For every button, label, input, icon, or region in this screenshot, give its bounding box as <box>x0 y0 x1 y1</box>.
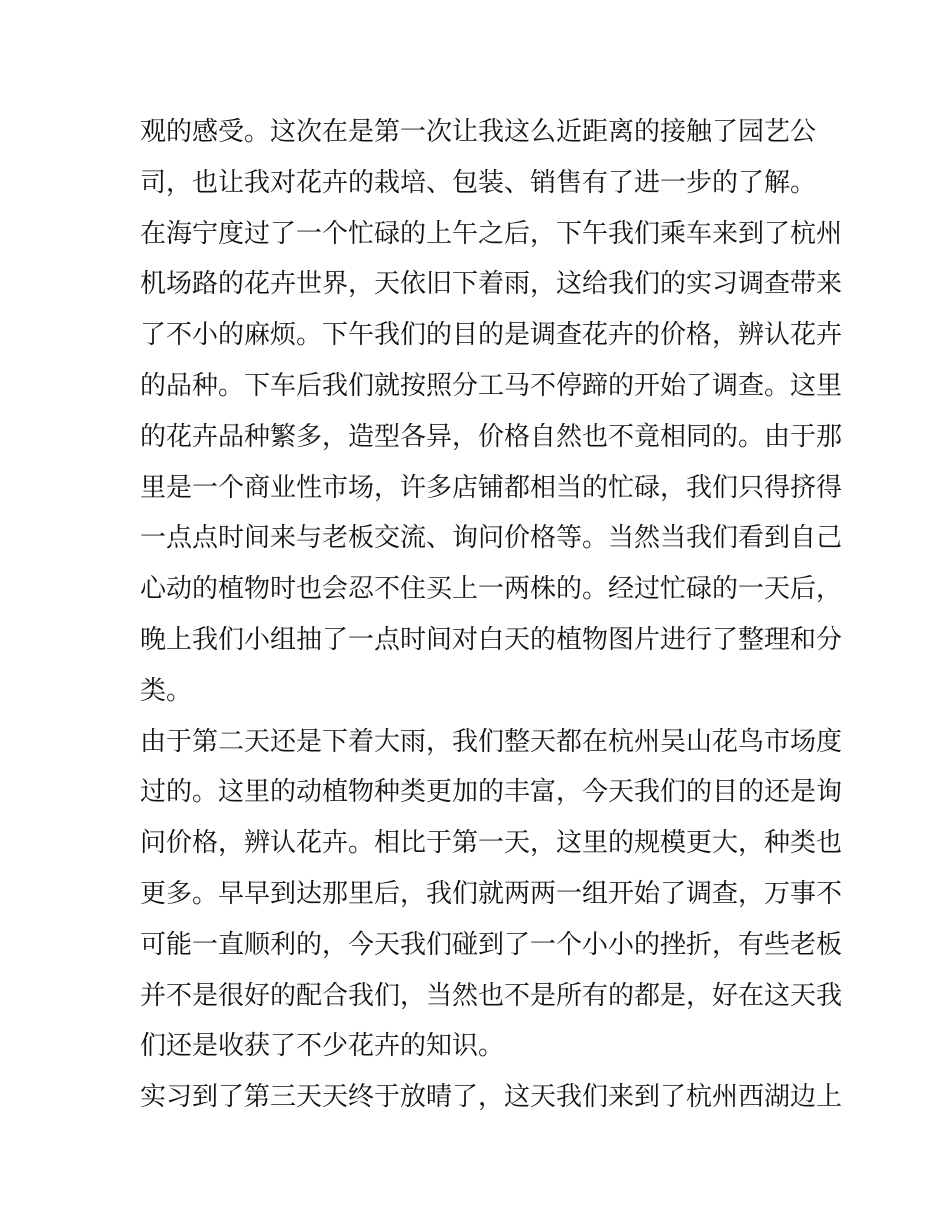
text-line: 司，也让我对花卉的栽培、包装、销售有了进一步的了解。 <box>140 167 817 198</box>
text-line: 的花卉品种繁多，造型各异，价格自然也不竟相同的。由于那 <box>140 421 843 452</box>
text-line: 里是一个商业性市场，许多店铺都相当的忙碌，我们只得挤得 <box>140 472 843 503</box>
text-line: 机场路的花卉世界，天依旧下着雨，这给我们的实习调查带来 <box>140 269 843 300</box>
text-line: 心动的植物时也会忍不住买上一两株的。经过忙碌的一天后， <box>140 574 843 605</box>
text-line: 更多。早早到达那里后，我们就两两一组开始了调查，万事不 <box>140 878 843 909</box>
text-line: 过的。这里的动植物种类更加的丰富，今天我们的目的还是询 <box>140 777 843 808</box>
body-text <box>140 107 843 1123</box>
text-line: 们还是收获了不少花卉的知识。 <box>140 1031 505 1062</box>
text-line: 在海宁度过了一个忙碌的上午之后，下午我们乘车来到了杭州 <box>140 218 843 249</box>
text-line: 可能一直顺利的，今天我们碰到了一个小小的挫折，有些老板 <box>140 929 843 960</box>
text-line: 实习到了第三天天终于放晴了，这天我们来到了杭州西湖边上 <box>140 1082 843 1113</box>
text-line: 类。 <box>140 675 193 706</box>
text-line: 晚上我们小组抽了一点时间对白天的植物图片进行了整理和分 <box>140 624 843 655</box>
text-line: 观的感受。这次在是第一次让我这么近距离的接触了园艺公 <box>140 117 817 147</box>
text-line: 由于第二天还是下着大雨，我们整天都在杭州吴山花鸟市场度 <box>140 726 843 757</box>
text-line: 问价格，辨认花卉。相比于第一天，这里的规模更大，种类也 <box>140 828 843 859</box>
text-line: 了不小的麻烦。下午我们的目的是调查花卉的价格，辨认花卉 <box>140 320 843 351</box>
text-line: 的品种。下车后我们就按照分工马不停蹄的开始了调查。这里 <box>140 370 843 401</box>
text-line: 并不是很好的配合我们，当然也不是所有的都是，好在这天我 <box>140 980 843 1011</box>
text-line: 一点点时间来与老板交流、询问价格等。当然当我们看到自己 <box>140 523 843 554</box>
